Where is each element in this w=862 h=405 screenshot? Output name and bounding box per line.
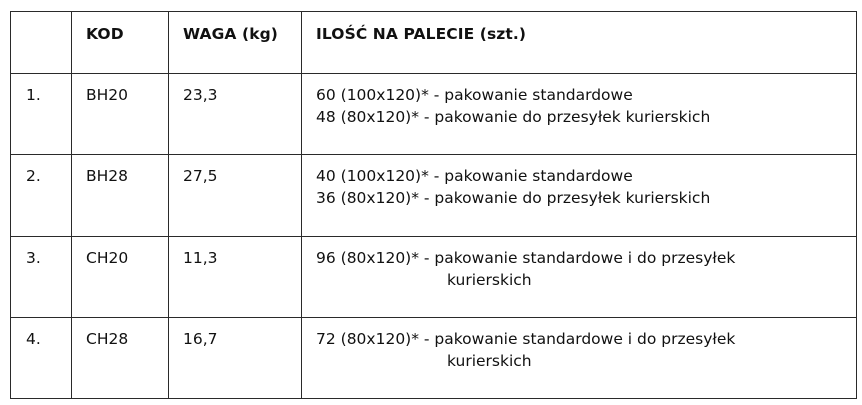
product-weight: 16,7: [183, 329, 218, 348]
row-number-cell: [11, 74, 72, 155]
weight-cell: [169, 236, 302, 317]
quantity-line: 96 (80x120)* - pakowanie standardowe i do przesyłek: [316, 248, 736, 267]
table-row: [11, 317, 857, 398]
table-row: [11, 74, 857, 155]
table-row: [11, 155, 857, 236]
quantity-line-continuation: kurierskich: [447, 351, 532, 370]
header-code: KOD: [72, 12, 169, 74]
row-number-cell: [11, 155, 72, 236]
product-weight: 27,5: [183, 167, 218, 186]
product-code: BH28: [86, 167, 129, 186]
header-empty: [11, 12, 72, 74]
table-row: [11, 236, 857, 317]
row-number-cell: [11, 317, 72, 398]
code-cell: [72, 317, 169, 398]
quantity-cell: [302, 74, 857, 155]
quantity-cell: [302, 236, 857, 317]
quantity-line: 48 (80x120)* - pakowanie do przesyłek kurierskich: [316, 108, 711, 126]
quantity-cell: [302, 317, 857, 398]
quantity-line-continuation: kurierskich: [447, 270, 532, 289]
row-number-cell: [11, 236, 72, 317]
weight-cell: [169, 155, 302, 236]
header-pallet-quantity: ILOŚĆ NA PALECIE (szt.): [302, 12, 857, 74]
product-code: CH20: [86, 248, 129, 267]
product-code: CH28: [86, 329, 129, 348]
quantity-cell: [302, 155, 857, 236]
header-weight: WAGA (kg): [169, 12, 302, 74]
row-number: 4.: [26, 329, 41, 348]
quantity-line: 60 (100x120)* - pakowanie standardowe: [316, 86, 633, 104]
weight-cell: [169, 74, 302, 155]
code-cell: [72, 74, 169, 155]
code-cell: [72, 236, 169, 317]
quantity-line: 40 (100x120)* - pakowanie standardowe: [316, 167, 633, 186]
table-header-row: [11, 12, 857, 74]
row-number: 3.: [26, 248, 41, 267]
product-weight: 23,3: [183, 86, 218, 104]
product-code: BH20: [86, 86, 129, 104]
code-cell: [72, 155, 169, 236]
row-number: 2.: [26, 167, 41, 186]
product-weight: 11,3: [183, 248, 218, 267]
quantity-line: 36 (80x120)* - pakowanie do przesyłek kurierskich: [316, 189, 711, 208]
row-number: 1.: [26, 86, 41, 104]
weight-cell: [169, 317, 302, 398]
pallet-spec-table: [10, 11, 857, 399]
quantity-line: 72 (80x120)* - pakowanie standardowe i do przesyłek: [316, 329, 736, 348]
